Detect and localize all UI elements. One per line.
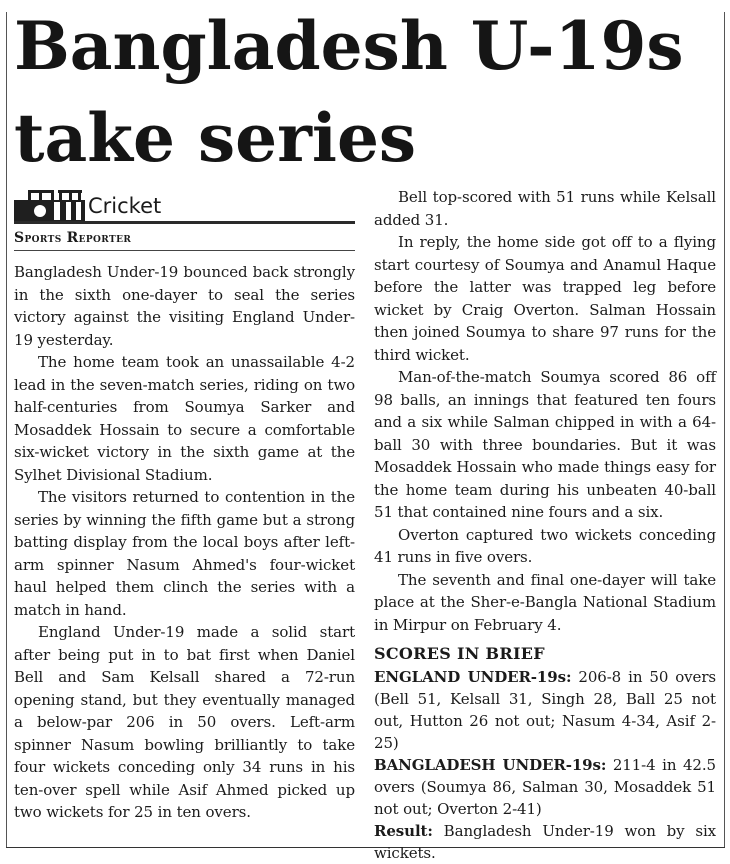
- headline: Bangladesh U-19s take series: [14, 7, 684, 177]
- paragraph: Overton captured two wickets conceding 41 runs in five overs.: [374, 525, 716, 566]
- paragraph: England Under-19 made a solid start after being put in to bat first when Daniel Bell and Sam Kelsall shared a 72-run opening stand, but they eventually managed a below-par 206 in 50 overs. Left-arm spinner Nasum bowling brilliantly to take four wickets conceding only 34 runs in his ten-over spell while Asif Ahmed picked up two wickets for 25 in ten overs.: [14, 623, 355, 821]
- paragraph: Bell top-scored with 51 runs while Kelsall added 31.: [374, 188, 716, 229]
- paragraph: In reply, the home side got off to a flying start courtesy of Soumya and Anamul Haque before the latter was trapped leg before wicket by Craig Overton. Salman Hossain then joined Soumya to share 97 runs for the third wicket.: [374, 233, 716, 364]
- paragraph: Man-of-the-match Soumya scored 86 off 98 balls, an innings that featured ten fours and a six while Salman chipped in with a 64-ball 30 with three boundaries. But it was Mosaddek Hossain who made things easy for the home team during his unbeaten 40-ball 51 that contained nine fours and a six.: [374, 368, 716, 521]
- cricket-icon: [18, 186, 88, 222]
- article-body-1: [14, 261, 355, 824]
- paragraph: The home team took an unassailable 4-2 lead in the seven-match series, riding on two half-centuries from Soumya Sarker and Mosaddek Hossain to secure a comfortable six-wicket victory in the sixth game at the Sylhet Divisional Stadium.: [14, 353, 355, 484]
- paragraph: Bangladesh Under-19 bounced back strongly in the sixth one-dayer to seal the series victory against the visiting England Under-19 yesterday.: [14, 263, 355, 349]
- bangladesh-score: BANGLADESH UNDER-19s: 211-4 in 42.5 overs (Soumya 86, Salman 30, Mosaddek 51 not out; Overton 2-41): [374, 756, 716, 818]
- paragraph: The visitors returned to contention in the series by winning the fifth game but a strong batting display from the local boys after left-arm spinner Nasum Ahmed's four-wicket haul helped them clinch the series with a match in hand.: [14, 488, 355, 619]
- byline: Sports Reporter: [14, 230, 355, 251]
- article-column-2: [374, 186, 716, 864]
- article-column-1: [14, 186, 355, 824]
- paragraph: The seventh and final one-dayer will take place at the Sher-e-Bangla National Stadium in Mirpur on February 4.: [374, 570, 716, 634]
- kicker-rule: [14, 221, 355, 224]
- scores-heading: SCORES IN BRIEF: [374, 644, 545, 663]
- match-result: Result: Bangladesh Under-19 won by six wickets.: [374, 822, 716, 862]
- section-label: Cricket: [88, 194, 162, 218]
- article-body-2: [374, 186, 716, 636]
- scores-in-brief: [374, 642, 716, 864]
- section-kicker: [14, 186, 355, 224]
- page-border-left: [6, 12, 7, 848]
- england-score: ENGLAND UNDER-19s: 206-8 in 50 overs (Bell 51, Kelsall 31, Singh 28, Ball 25 not out, Hutton 26 not out; Nasum 4-34, Asif 2-25): [374, 668, 717, 752]
- page-border-right: [724, 12, 725, 848]
